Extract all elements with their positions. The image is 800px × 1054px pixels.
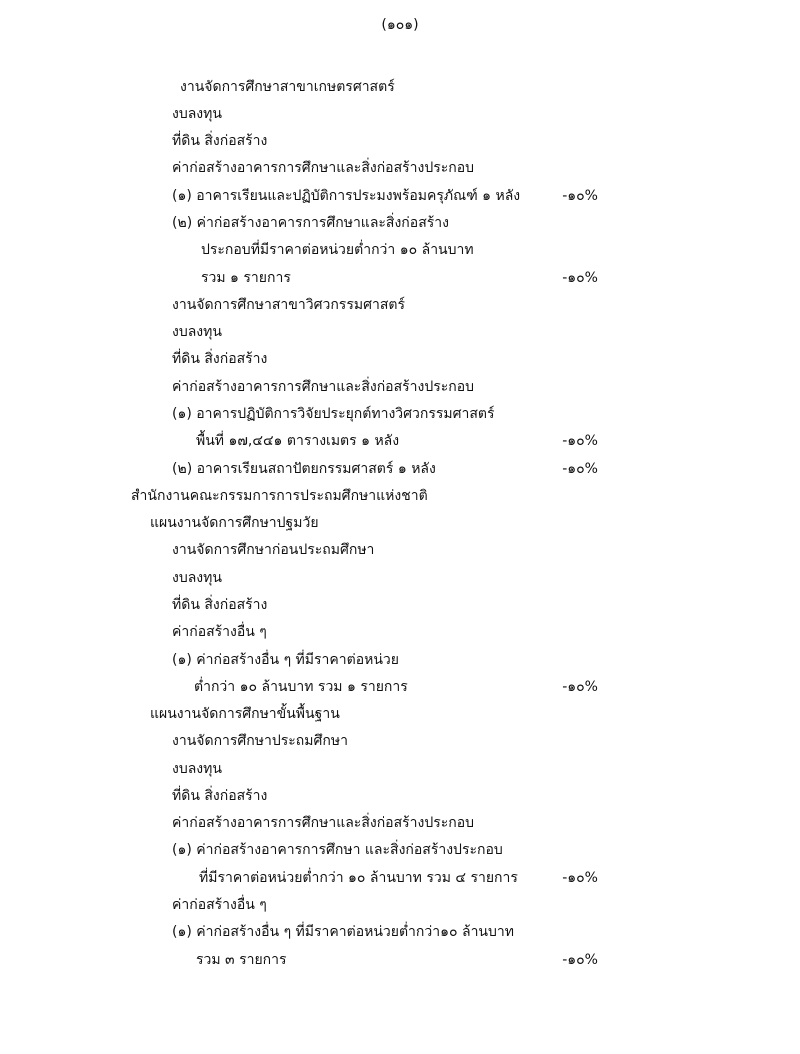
line-percent: -๑๐% — [562, 433, 598, 449]
line-item-total: รวม ๓ รายการ — [196, 952, 287, 968]
line-heading: งานจัดการศึกษาก่อนประถมศึกษา — [172, 542, 375, 558]
line-construction-category: ค่าก่อสร้างอาคารการศึกษาและสิ่งก่อสร้างประกอบ — [172, 379, 475, 395]
line-heading: งานจัดการศึกษาสาขาวิศวกรรมศาสตร์ — [172, 297, 405, 313]
line-item-total: รวม ๑ รายการ — [201, 270, 291, 286]
page-number: (๑๐๑) — [381, 17, 419, 33]
line-land: ที่ดิน สิ่งก่อสร้าง — [172, 351, 268, 367]
line-land: ที่ดิน สิ่งก่อสร้าง — [172, 597, 268, 613]
line-plan-heading: แผนงานจัดการศึกษาปฐมวัย — [150, 515, 319, 531]
line-item: (๒) ค่าก่อสร้างอาคารการศึกษาและสิ่งก่อสร้าง — [172, 215, 449, 231]
line-construction-category: ค่าก่อสร้างอื่น ๆ — [172, 624, 267, 640]
line-heading: งานจัดการศึกษาสาขาเกษตรศาสตร์ — [180, 79, 395, 95]
line-percent: -๑๐% — [562, 188, 598, 204]
line-item-continued: ต่ำกว่า ๑๐ ล้านบาท รวม ๑ รายการ — [194, 679, 408, 695]
line-land: ที่ดิน สิ่งก่อสร้าง — [172, 133, 268, 149]
line-percent: -๑๐% — [562, 952, 598, 968]
line-budget: งบลงทุน — [172, 761, 222, 777]
line-item: (๑) ค่าก่อสร้างอื่น ๆ ที่มีราคาต่อหน่วยต่ำกว่า๑๐ ล้านบาท — [172, 924, 514, 940]
line-plan-heading: แผนงานจัดการศึกษาขั้นพื้นฐาน — [150, 706, 340, 722]
line-land: ที่ดิน สิ่งก่อสร้าง — [172, 788, 268, 804]
line-item: (๑) อาคารเรียนและปฏิบัติการประมงพร้อมครุภัณฑ์ ๑ หลัง — [172, 188, 521, 204]
line-budget: งบลงทุน — [172, 324, 222, 340]
line-item-continued: ประกอบที่มีราคาต่อหน่วยต่ำกว่า ๑๐ ล้านบาท — [201, 242, 474, 258]
line-budget: งบลงทุน — [172, 106, 222, 122]
line-percent: -๑๐% — [562, 870, 598, 886]
line-item: (๒) อาคารเรียนสถาปัตยกรรมศาสตร์ ๑ หลัง — [172, 461, 436, 477]
line-item: (๑) ค่าก่อสร้างอื่น ๆ ที่มีราคาต่อหน่วย — [172, 652, 399, 668]
line-item-continued: พื้นที่ ๑๗,๔๔๑ ตารางเมตร ๑ หลัง — [196, 433, 400, 449]
line-budget: งบลงทุน — [172, 570, 222, 586]
line-construction-category: ค่าก่อสร้างอาคารการศึกษาและสิ่งก่อสร้างประกอบ — [172, 160, 475, 176]
line-percent: -๑๐% — [562, 270, 598, 286]
line-item: (๑) อาคารปฏิบัติการวิจัยประยุกต์ทางวิศวกรรมศาสตร์ — [172, 406, 495, 422]
line-construction-category: ค่าก่อสร้างอื่น ๆ — [172, 897, 267, 913]
line-agency-heading: สำนักงานคณะกรรมการการประถมศึกษาแห่งชาติ — [131, 488, 428, 504]
line-percent: -๑๐% — [562, 461, 598, 477]
line-heading: งานจัดการศึกษาประถมศึกษา — [172, 733, 348, 749]
line-item-continued: ที่มีราคาต่อหน่วยต่ำกว่า ๑๐ ล้านบาท รวม ๔ รายการ — [199, 870, 518, 886]
line-item: (๑) ค่าก่อสร้างอาคารการศึกษา และสิ่งก่อสร้างประกอบ — [172, 842, 503, 858]
line-percent: -๑๐% — [562, 679, 598, 695]
line-construction-category: ค่าก่อสร้างอาคารการศึกษาและสิ่งก่อสร้างประกอบ — [172, 815, 475, 831]
